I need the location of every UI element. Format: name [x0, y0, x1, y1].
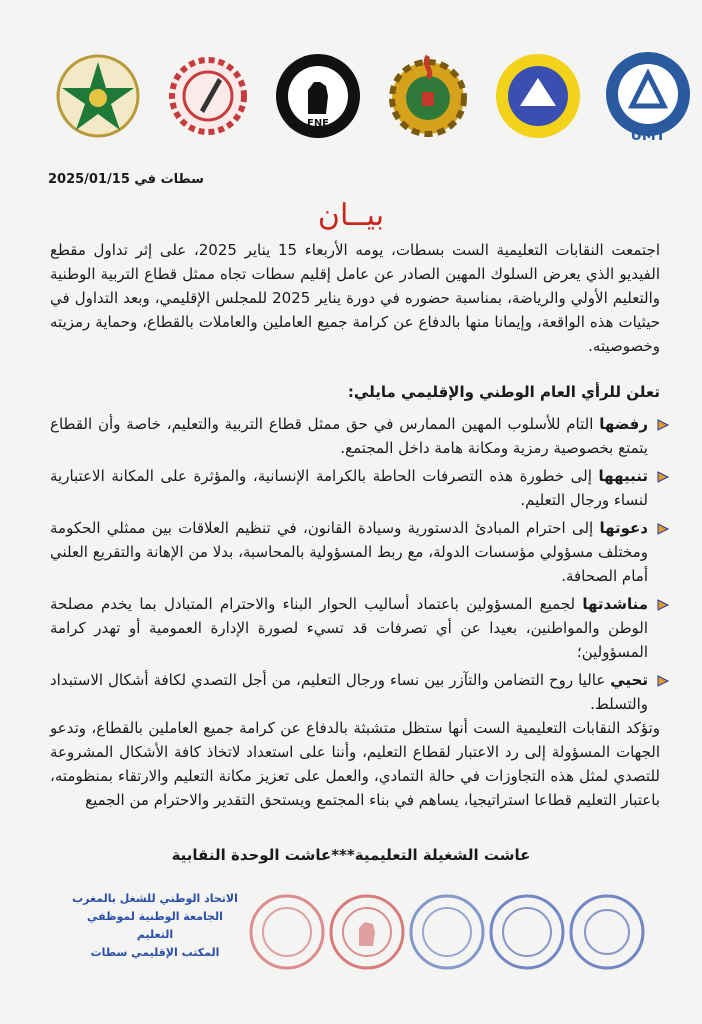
- stamp-line: الجامعة الوطنية لموظفي التعليم: [87, 910, 223, 941]
- arrow-bullet-icon: [656, 674, 670, 688]
- list-item: [50, 592, 670, 664]
- list-item: [50, 412, 670, 460]
- item-lead: دعوتها: [599, 519, 648, 537]
- sntm-logo: [380, 48, 476, 144]
- list-item: [50, 464, 670, 512]
- fne-logo: [270, 48, 366, 144]
- union-logos-row: [50, 48, 670, 148]
- item-text: عاليا روح التضامن والتآزر بين نساء ورجال التعليم، من أجل التصدي لكافة أشكال الاستبداد والتسلط.: [50, 671, 648, 713]
- blue-text-stamp: [70, 890, 240, 962]
- item-text: إلى خطورة هذه التصرفات الحاطة بالكرامة الإنسانية، والمؤثرة على المكانة الاعتبارية لنساء ورجال التعليم.: [50, 467, 648, 509]
- arrow-bullet-icon: [656, 470, 670, 484]
- union-gear-logo: [160, 48, 256, 144]
- star-logo: [50, 48, 146, 144]
- stamps-row: [40, 880, 670, 990]
- red-stamp: [245, 890, 329, 974]
- umt-logo: [600, 48, 696, 144]
- document-date: سطات في 2025/01/15: [48, 172, 204, 187]
- cdt-logo: [490, 48, 586, 144]
- slogan-line: عاشت الشغيلة التعليمية***عاشت الوحدة النقابية: [171, 846, 531, 864]
- statement-list: [50, 412, 670, 720]
- arrow-bullet-icon: [656, 418, 670, 432]
- blue-round-stamp: [565, 890, 649, 974]
- closing-paragraph: وتؤكد النقابات التعليمية الست أنها ستظل متشبثة بالدفاع عن كرامة جميع العاملين بالقطاع، وتدعو الجهات المسؤولة إلى رد الاعتبار لقطاع التعليم، وأننا على استعداد لاتخاذ كافة الأشكال المشروعة للتصدي لمثل هذه التجاوزات في حالة التمادي، والعمل على تعزيز مكانة التعليم والارتقاء بمنظومته، باعتبار التعليم قطاعا استراتيجيا، يساهم في بناء المجتمع ويستحق التقدير والاحترام من الجميع: [50, 719, 660, 809]
- blue-round-stamp: [405, 890, 489, 974]
- item-lead: تنبيهها: [598, 467, 648, 485]
- umt-logo-text: UMT: [630, 128, 666, 144]
- arrow-bullet-icon: [656, 522, 670, 536]
- stamp-line: المكتب الإقليمي سطات: [90, 946, 220, 959]
- intro-paragraph: اجتمعت النقابات التعليمية الست بسطات، يومه الأربعاء 15 يناير 2025، على إثر تداول مقطع الفيديو الذي يعرض السلوك المهين الصادر عن عامل إقليم سطات تجاه ممثل قطاع التربية الوطنية والتعليم الأولي والرياضة، بمناسبة حضوره في دورة يناير 2025 للمجلس الإقليمي، وبعد التداول في حيثيات هذه الواقعة، وإيمانا منها بالدفاع عن كرامة جميع العاملين والعاملات بالقطاع، وحماية رمزيته وخصوصيته.: [50, 241, 660, 355]
- list-item: [50, 516, 670, 588]
- item-lead: مناشدتها: [582, 595, 648, 613]
- document-title: بيــان: [317, 198, 385, 233]
- item-text: لجميع المسؤولين باعتماد أساليب الحوار البناء والاحترام المتبادل بما يخدم مصلحة الوطن والمواطنين، بعيدا عن أي تصرفات قد تسيء لصورة الإدارة العمومية أو تهدر كرامة المسؤولين؛: [50, 595, 648, 661]
- arrow-bullet-icon: [656, 598, 670, 612]
- item-text: إلى احترام المبادئ الدستورية وسيادة القانون، في تنظيم العلاقات بين ممثلي الحكومة ومختلف مسؤولي مؤسسات الدولة، مع ربط المسؤولية بالمحاسبة، بدلا من الإهانة والتقريع العلني أمام الصحافة.: [50, 519, 648, 585]
- item-lead: تحيي: [610, 671, 648, 689]
- red-fist-stamp: [325, 890, 409, 974]
- list-item: [50, 668, 670, 716]
- stamp-line: الاتحاد الوطني للشغل بالمغرب: [72, 892, 238, 905]
- announcement-heading: تعلن للرأي العام الوطني والإقليمي مايلي:: [347, 383, 660, 401]
- fne-logo-text: FNE: [306, 118, 330, 129]
- item-lead: رفضها: [599, 415, 648, 433]
- blue-round-stamp: [485, 890, 569, 974]
- item-text: التام للأسلوب المهين الممارس في حق ممثل قطاع التربية والتعليم، خاصة وأن القطاع يتمتع بخصوصية رمزية ومكانة هامة داخل المجتمع.: [50, 415, 648, 457]
